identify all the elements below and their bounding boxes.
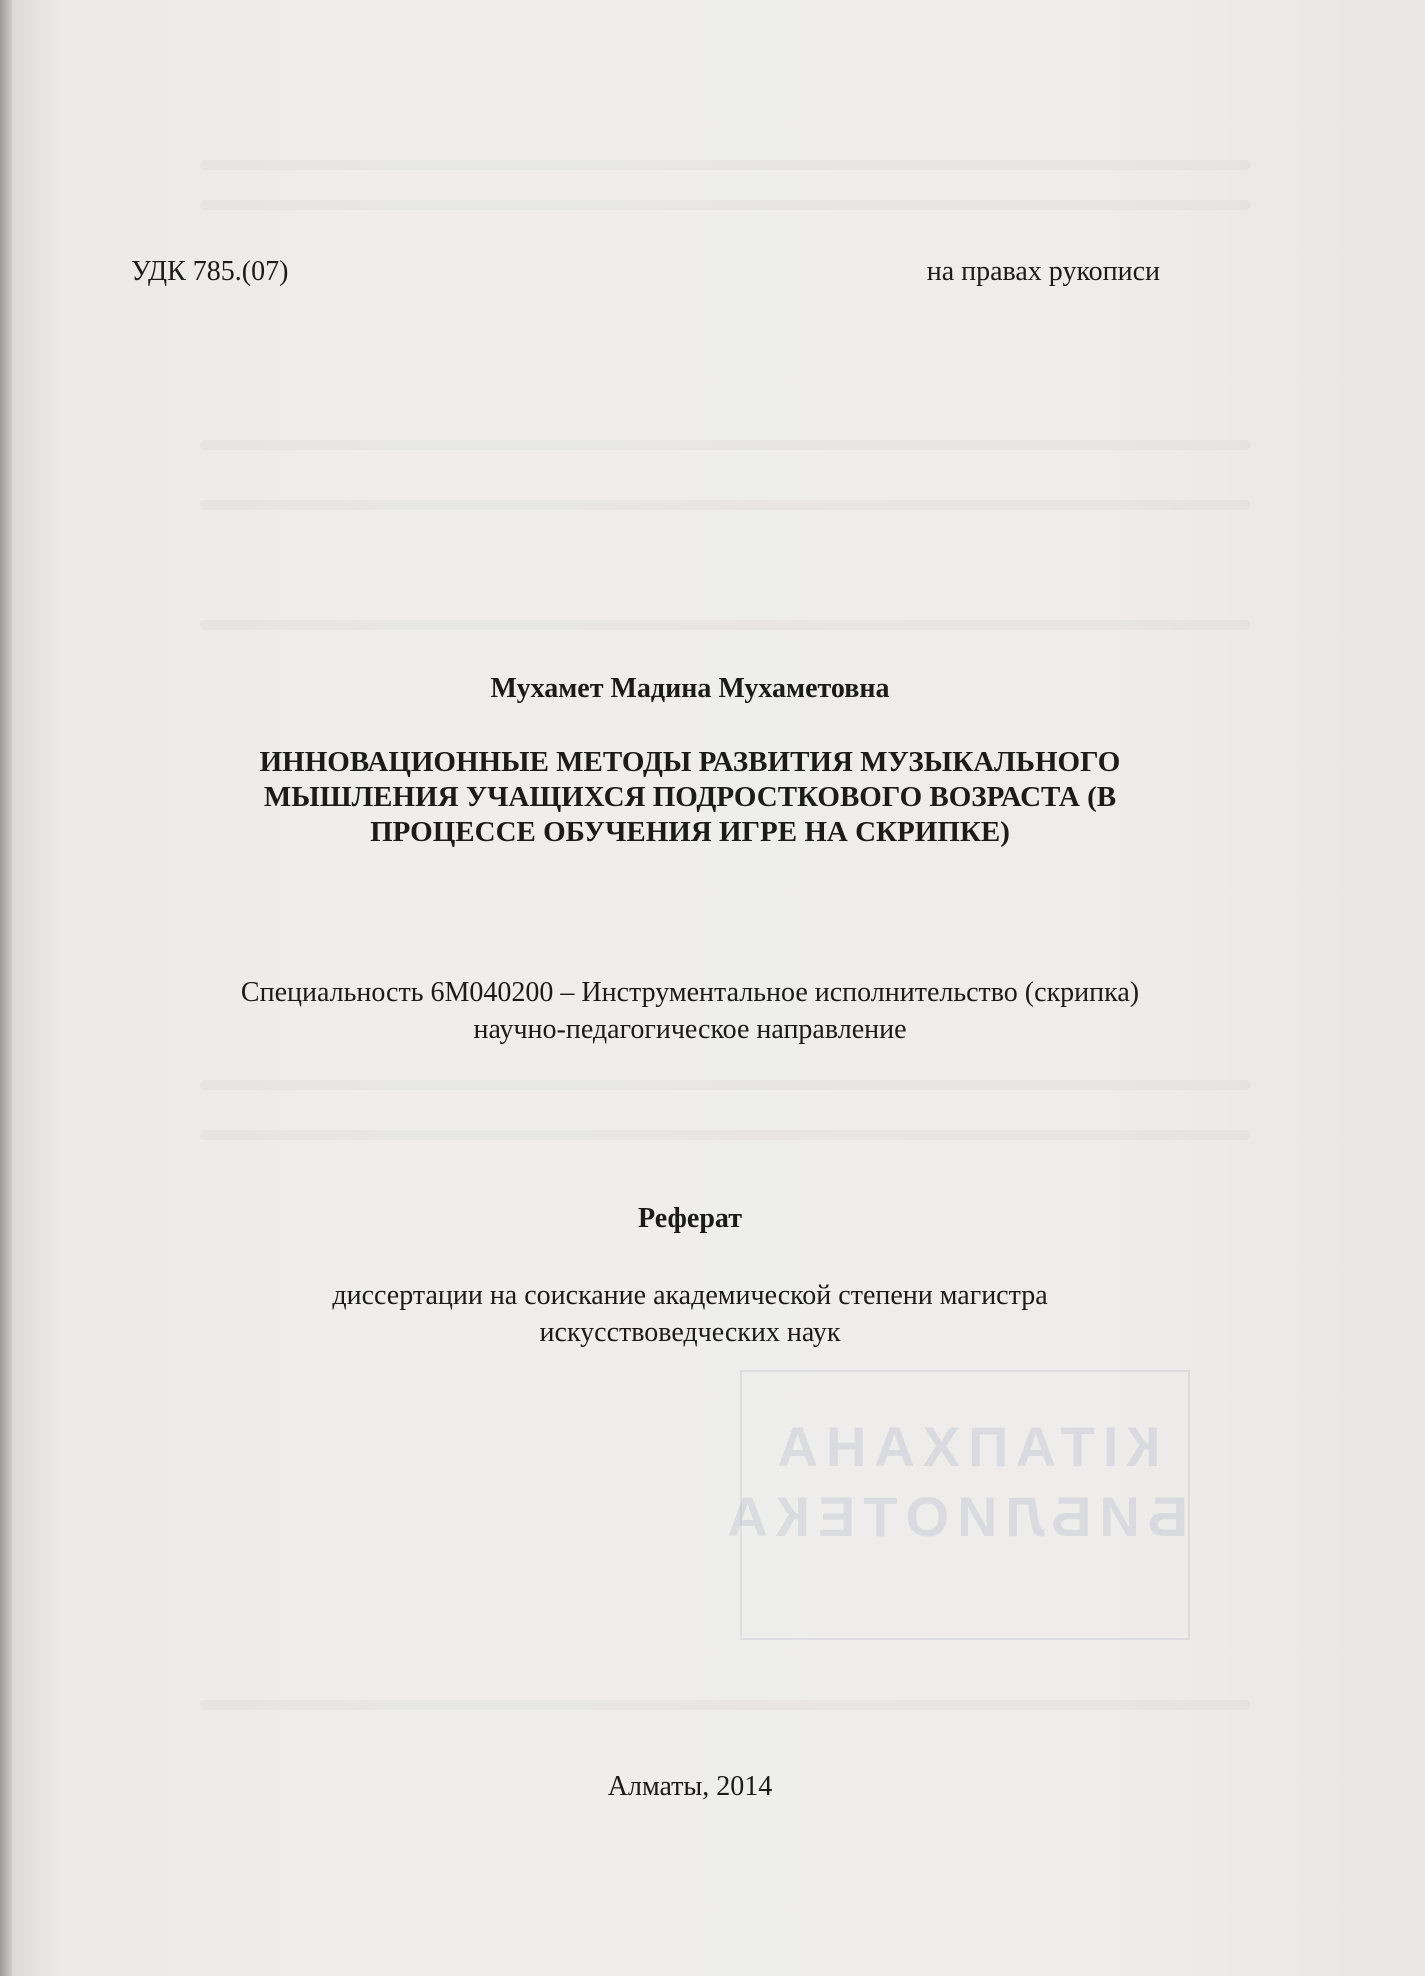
specialty-line: Специальность 6М040200 – Инструментальное исполнительство (скрипка) [240, 977, 1140, 1008]
author-name: Мухамет Мадина Мухаметовна [490, 673, 890, 704]
stamp-line: БИБЛИОТЕКА [719, 1485, 1188, 1548]
thesis-title [0, 745, 1380, 850]
bleed-through-line [200, 500, 1250, 510]
degree-description [0, 1277, 1380, 1351]
rights-note: на правах рукописи [926, 256, 1160, 287]
stamp-line: КІТАПХАНА [769, 1415, 1161, 1478]
title-line: ПРОЦЕССЕ ОБУЧЕНИЯ ИГРЕ НА СКРИПКЕ) [370, 816, 1010, 848]
bleed-through-line [200, 160, 1250, 170]
specialty-block [0, 974, 1380, 1048]
bleed-through-line [200, 1700, 1250, 1710]
degree-line: диссертации на соискание академической степени магистра [332, 1280, 1048, 1311]
document-type: Реферат [638, 1203, 742, 1234]
city-year: Алматы, 2014 [607, 1771, 773, 1802]
title-line: МЫШЛЕНИЯ УЧАЩИХСЯ ПОДРОСТКОВОГО ВОЗРАСТА (В [263, 781, 1117, 813]
title-line: ИННОВАЦИОННЫЕ МЕТОДЫ РАЗВИТИЯ МУЗЫКАЛЬНОГО [259, 746, 1121, 778]
library-stamp-bleed-through [719, 1370, 1190, 1640]
bleed-through-line [200, 440, 1250, 450]
bleed-through-line [200, 200, 1250, 210]
degree-line: искусствоведческих наук [539, 1317, 841, 1348]
bleed-through-line [200, 1130, 1250, 1140]
bleed-through-line [200, 1080, 1250, 1090]
bleed-through-line [200, 620, 1250, 630]
direction-line: научно-педагогическое направление [473, 1014, 907, 1045]
udk-code: УДК 785.(07) [131, 256, 289, 287]
